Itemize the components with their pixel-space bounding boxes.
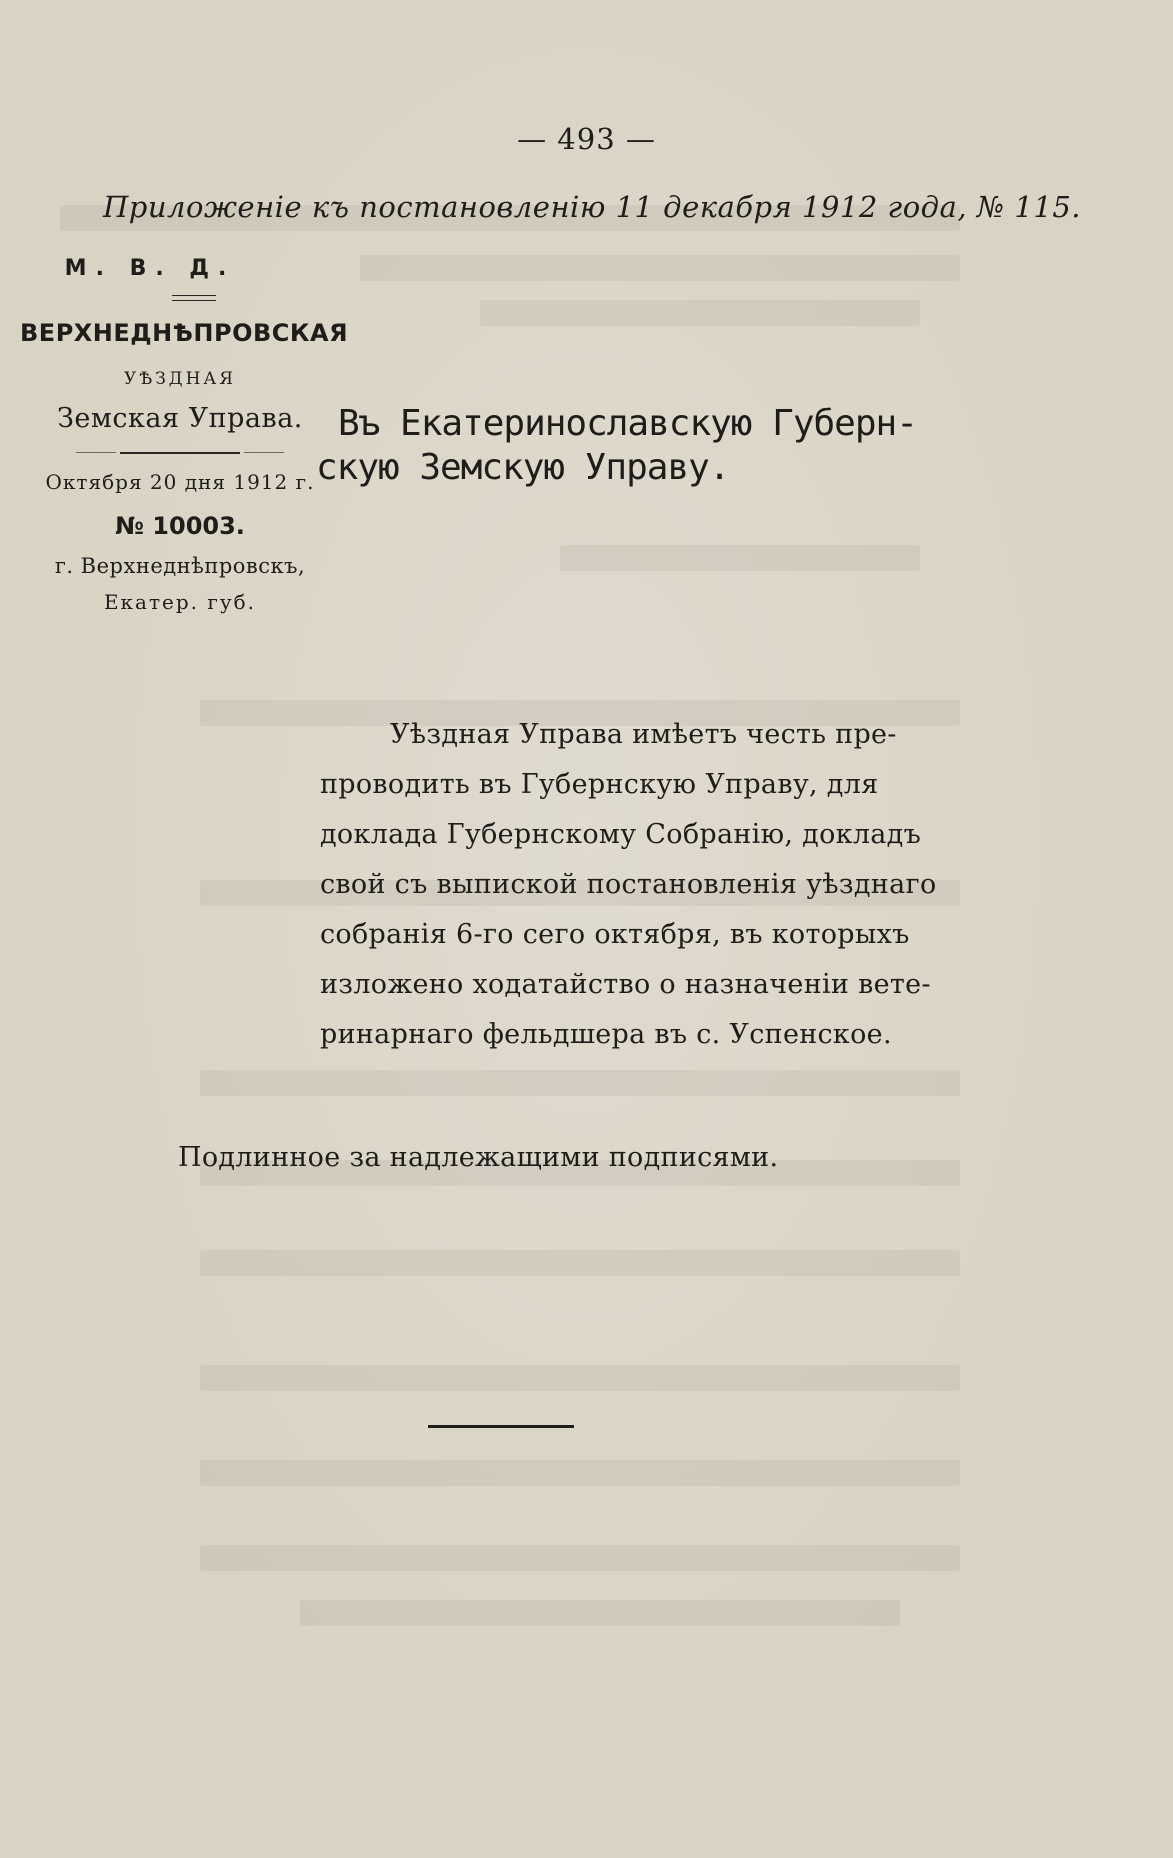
sender-city: г. Верхнеднѣпровскъ, <box>54 554 306 578</box>
letter-body <box>320 710 970 1060</box>
ornamental-rule <box>172 295 216 301</box>
end-rule <box>428 1425 574 1428</box>
organization-kind: УѢЗДНАЯ <box>123 369 237 389</box>
body-line: проводить въ Губернскую Управу, для <box>320 769 879 800</box>
organization-board: Земская Управа. <box>57 403 303 434</box>
letter-date: Октября 20 дня 1912 г. <box>45 470 315 494</box>
organization-name: ВЕРХНЕДНѢПРОВСКАЯ <box>20 319 349 347</box>
dash-rule <box>120 452 240 454</box>
page-number: — 493 — <box>517 122 656 156</box>
signature-note: Подлинное за надлежащими подписями. <box>178 1142 779 1173</box>
body-line: свой съ выпиской постановленiя уѣзднаго <box>320 869 937 900</box>
addressee-line: Въ Екатеринославскую Губерн- <box>338 403 917 444</box>
body-line: Уѣздная Управа имѣетъ честь пре- <box>390 719 897 750</box>
body-line: собранiя 6-го сего октября, въ которыхъ <box>320 919 910 950</box>
appendix-note: Приложенiе къ постановленiю 11 декабря 1912 года, № 115. <box>103 190 1081 224</box>
letter-number: № 10003. <box>115 512 245 540</box>
sender-block <box>20 256 349 614</box>
addressee-block <box>316 402 978 490</box>
sender-province: Екатер. губ. <box>103 590 257 614</box>
ministry-abbreviation: М. В. Д. <box>64 256 236 281</box>
body-line: ринарнаго фельдшера въ с. Успенское. <box>320 1019 892 1050</box>
addressee-line: скую Земскую Управу. <box>316 447 730 488</box>
body-line: доклада Губернскому Собранiю, докладъ <box>320 819 922 850</box>
body-line: изложено ходатайство о назначенiи вете- <box>320 969 931 1000</box>
